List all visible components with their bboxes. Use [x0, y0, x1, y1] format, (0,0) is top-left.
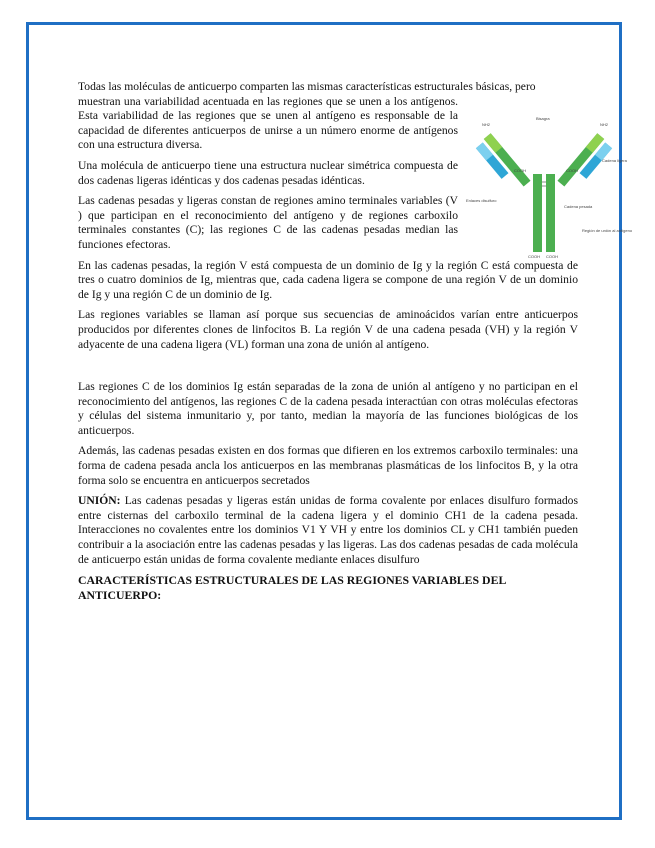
section-heading: CARACTERÍSTICAS ESTRUCTURALES DE LAS REGIONES VARIABLES DEL ANTICUERPO: [78, 573, 506, 602]
paragraph-8: UNIÓN: Las cadenas pesadas y ligeras están unidas de forma covalente por enlaces disulfuro formados entre cisternas del carboxilo terminal de la cadena ligera y el dominio CH1 de la cadena pesada. Interacciones no covalentes entre los dominios V1 Y VH y entre los dominios CL y CH1 también pueden contribuir a la asociación entre las cadenas pesadas y las ligeras. Las dos cadenas pesadas de cada molécula de anticuerpo están unidas de forma covalente mediante enlaces disulfuro [78, 494, 578, 566]
fig-label: Enlaces disulfuro [466, 198, 497, 203]
fig-label: COOH [514, 168, 526, 173]
fig-label: COOH [528, 254, 540, 259]
document-body [78, 80, 578, 602]
fig-label: NH2 [600, 122, 609, 127]
paragraph-5: Las regiones variables se llaman así porque sus secuencias de aminoácidos varían entre anticuerpos producidos por diferentes clones de linfocitos B. La región V de una cadena pesada (VH) y la región V adyacente de una cadena ligera (VL) forman una zona de unión al antígeno. [78, 308, 578, 351]
fig-label: Bisagra [536, 116, 550, 121]
paragraph-7: Además, las cadenas pesadas existen en dos formas que difieren en los extremos carboxilo terminales: una forma de cadena pesada ancla los anticuerpos en las membranas plasmáticas de los linfocitos B, y la otra forma solo se encuentra en anticuerpos secretados [78, 444, 578, 487]
fig-label: Región de unión al antígeno [582, 228, 633, 233]
fig-label: COOH [566, 168, 578, 173]
paragraph-1: Todas las moléculas de anticuerpo comparten las mismas características estructurales básicas, pero muestran una variabilidad acentuada en las regiones que se unen a los antígenos. Esta variabilidad de las regiones que se unen al antígeno es responsable de la capacidad de diferentes anticuerpos de unirse a un número enorme de antígenos con una estructura diversa. [78, 80, 536, 152]
fig-label: NH2 [482, 122, 491, 127]
fig-label: Cadena ligera [602, 158, 627, 163]
paragraph-6: Las regiones C de los dominios Ig están separadas de la zona de unión al antígeno y no participan en el reconocimiento del antígenos, las regiones C de la cadena pesada interactúan con otras moléculas efectoras y células del sistema inmunitario y, por tanto, median la mayoría de las funciones biológicas de los anticuerpos. [78, 380, 578, 437]
fig-label: Cadena pesada [564, 204, 593, 209]
union-label: UNIÓN: [78, 494, 121, 508]
paragraph-3: Las cadenas pesadas y ligeras constan de regiones amino terminales variables (V ) que participan en el reconocimiento del antígeno y de regiones carboxilo terminales constantes (C); las regiones C de las cadenas pesadas median las funciones efectoras. [78, 194, 458, 251]
paragraph-2: Una molécula de anticuerpo tiene una estructura nuclear simétrica compuesta de dos cadenas ligeras idénticas y dos cadenas pesadas idénticas. [78, 158, 458, 187]
fig-label: COOH [546, 254, 558, 259]
paragraph-4: En las cadenas pesadas, la región V está compuesta de un dominio de Ig y la región C está compuesta de tres o cuatro dominios de Ig, mientras que, cada cadena ligera se compone de una región V de un dominio de Ig y una región C de un dominio de Ig. [78, 258, 578, 301]
